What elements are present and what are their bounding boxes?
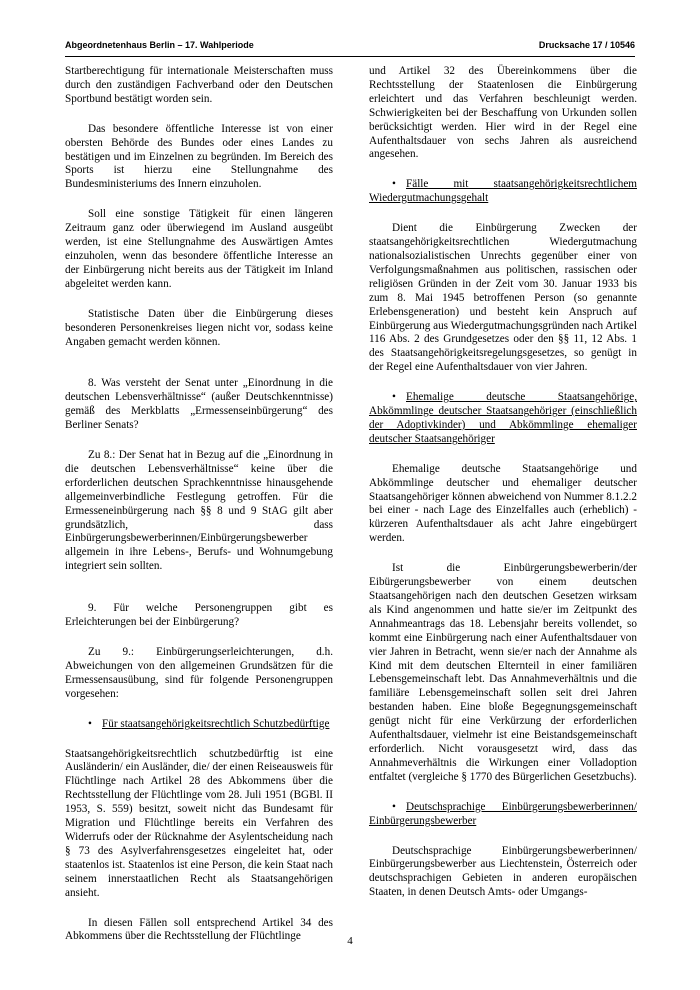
bullet-schutzbeduerftige: [65, 718, 333, 732]
page-header: [65, 40, 635, 54]
bullet-deutschsprachige: [369, 801, 637, 829]
question-8: 8. Was versteht der Senat unter „Einordnung in die deutschen Lebensverhältnisse“ (außer Deutschkenntnisse) gemäß des Merkblatts „Ermessenseinbürgerung“ des Berliner Senats?: [65, 377, 333, 432]
header-rule: [65, 56, 635, 57]
paragraph: und Artikel 32 des Übereinkommens über die Rechtsstellung der Staatenlosen die Einbürgerung erleichtert und das Verfahren beschleunigt werden. Schwierigkeiten bei der Beschaffung von Urkunden sollen berücksichtigt werden. Hier wird in der Regel eine Aufenthaltsdauer von sechs Jahren als ausreichend angesehen.: [369, 65, 637, 161]
paragraph: Das besondere öffentliche Interesse ist von einer obersten Behörde des Bundes oder eines Landes zu bestätigen und im Einzelnen zu begründen. Im Bereich des Sports ist hierzu eine Stellungnahme des Bundesministeriums des Innern einzuholen.: [65, 122, 333, 191]
paragraph: Startberechtigung für internationale Meisterschaften muss durch den zuständigen Fachverband oder den Deutschen Sportbund bestätigt worden sein.: [65, 65, 333, 105]
bullet-text: Fälle mit staatsangehörigkeitsrechtlichem Wiedergutmachungsgehalt: [369, 178, 637, 205]
left-column: [65, 65, 333, 960]
bullet-text: Für staatsangehörigkeitsrechtlich Schutzbedürftige: [102, 717, 330, 730]
bullet-dot-icon: •: [392, 800, 396, 813]
header-document-number: Drucksache 17 / 10546: [538, 40, 635, 50]
paragraph: Statistische Daten über die Einbürgerung dieses besonderen Personenkreises liegen nicht vor, sodass keine Angaben gemacht werden können.: [65, 307, 333, 348]
page-number: 4: [347, 935, 353, 947]
bullet-text: Ehemalige deutsche Staatsangehörige, Abkömmlinge deutscher Staatsangehöriger (einschließlich der Adoptivkinder) und Abkömmlinge ehemaliger deutscher Staatsangehöriger: [369, 391, 637, 445]
paragraph: Staatsangehörigkeitsrechtlich schutzbedürftig ist eine Ausländerin/ ein Ausländer, die/ der einen Reiseausweis für Flüchtlinge nach Artikel 28 des Abkommens über die Rechtsstellung der Flüchtlinge vom 28. Juli 1951 (BGBl. II 1953, S. 559) besitzt, soweit nicht das Bundesamt für Migration und Flüchtlinge bereits ein Verfahren des Widerrufs oder der Rücknahme der Asylentscheidung nach § 73 des Asylverfahrensgesetzes eingeleitet hat, oder staatenlos ist. Staatenlos ist eine Person, die kein Staat nach seinem innerstaatlichen Recht als Staatsangehörigen ansieht.: [65, 747, 333, 899]
paragraph: Soll eine sonstige Tätigkeit für einen längeren Zeitraum ganz oder überwiegend im Ausland ausgeübt werden, ist eine Stellungnahme des Auswärtigen Amtes einzuholen, wenn das besondere öffentliche Interesse an der Einbürgerung nicht bereits aus der Tätigkeit im Inland abgeleitet werden kann.: [65, 208, 333, 290]
bullet-text: Deutschsprachige Einbürgerungsbewerberinnen/ Einbürgerungsbewerber: [369, 800, 637, 827]
bullet-ehemalige-staatsangehoerige: [369, 391, 637, 447]
paragraph: Ehemalige deutsche Staatsangehörige und Abkömmlinge deutscher und ehemaliger deutscher Staatsangehöriger können abweichend von Nummer 8.1.2.2 bei einer - nach Lage des Einzelfalles auch (erheblich) - kürzeren Aufenthaltsdauer als acht Jahre eingebürgert werden.: [369, 462, 637, 545]
bullet-dot-icon: •: [392, 391, 396, 404]
paragraph: Deutschsprachige Einbürgerungsbewerberinnen/ Einbürgerungsbewerber aus Liechtenstein, Österreich oder deutschsprachigen Gebieten in anderen europäischen Staaten, in denen Deutsch Amts- oder Umgangs-: [369, 844, 637, 899]
bullet-wiedergutmachung: [369, 178, 637, 206]
paragraph: Dient die Einbürgerung Zwecken der staatsangehörigkeitsrechtlichen Wiedergutmachung nationalsozialistischen Unrechts gegenüber einer von Verfolgungsmaßnahmen aus politischen, rassischen oder religiösen Gründen in der Zeit vom 30. Januar 1933 bis zum 8. Mai 1945 betroffenen Person (so genannte Erlebensgeneration) und besteht kein Anspruch auf Einbürgerung aus Wiedergutmachungsgründen nach Artikel 116 Abs. 2 des Grundgesetzes oder den §§ 11, 12 Abs. 1 des Staatsangehörigkeitsregelungsgesetzes, so genügt in der Regel eine Aufenthaltsdauer von vier Jahren.: [369, 222, 637, 374]
paragraph: Ist die Einbürgerungsbewerberin/der Eibürgerungsbewerber von einem deutschen Staatsangehörigen nach den deutschen Gesetzen wirksam als Kind angenommen und hatte sie/er im Zeitpunkt des Annahmeantrags das 18. Lebensjahr bereits vollendet, so kommt eine Einbürgerung nach einer Aufenthaltsdauer von vier Jahren in Betracht, wenn sie/er nach der Annahme als Kind mit dem deutschen Elternteil in einer familiären Lebensgemeinschaft lebt. Das Annahmeverhältnis und die familiäre Lebensgemeinschaft sollen seit drei Jahren bestanden haben. Eine bloße Begegnungsgemeinschaft genügt nicht für eine Verkürzung der erforderlichen Aufenthaltsdauer, vielmehr ist eine Beistandsgemeinschaft erforderlich. Nicht vorausgesetzt wird, dass das Annahmeverhältnis die Wirkungen einer Volladoption entfaltet (vergleiche § 1770 des Bürgerlichen Gesetzbuchs).: [369, 562, 637, 783]
bullet-dot-icon: •: [392, 178, 396, 191]
right-column: [369, 65, 637, 916]
answer-9: Zu 9.: Einbürgerungserleichterungen, d.h. Abweichungen von den allgemeinen Grundsätzen für die Ermessensausübung, sind für folgende Personengruppen vorgesehen:: [65, 646, 333, 700]
paragraph: In diesen Fällen soll entsprechend Artikel 34 des Abkommens über die Rechtsstellung der Flüchtlinge: [65, 916, 333, 943]
question-9: 9. Für welche Personengruppen gibt es Erleichterungen bei der Einbürgerung?: [65, 602, 333, 629]
answer-8: Zu 8.: Der Senat hat in Bezug auf die „Einordnung in die deutschen Lebensverhältnisse“ keine über die erforderlichen deutschen Sprachkenntnisse hinausgehende allgemeinverbindliche Festlegung getroffen. Für die Ermesseneinbürgerung nach §§ 8 und 9 StAG gilt aber grundsätzlich, dass Einbürgerungsbewerberinnen/Einbürgerungsbewerber allgemein in ihre Lebens-, Berufs- und Wohnumgebung integriert sein sollten.: [65, 449, 333, 573]
header-left-title: Abgeordnetenhaus Berlin – 17. Wahlperiode: [65, 40, 254, 50]
bullet-dot-icon: •: [88, 717, 92, 730]
